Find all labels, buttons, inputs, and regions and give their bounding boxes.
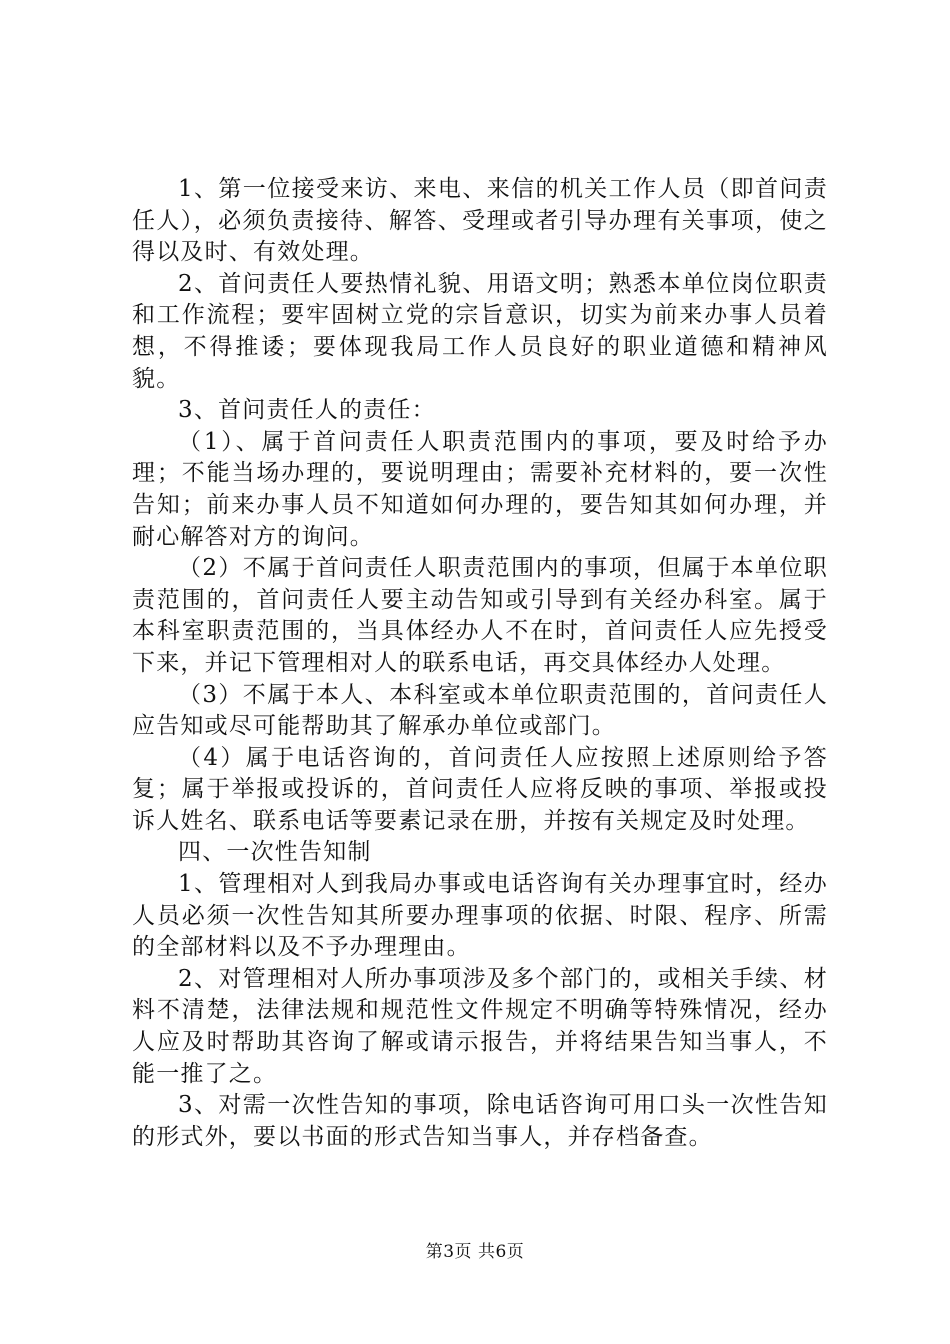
paragraph-3-item-1: （1）、属于首问责任人职责范围内的事项，要及时给予办理；不能当场办理的，要说明理由；需要补充材料的，要一次性告知；前来办事人员不知道如何办理的，要告知其如何办理，并耐心解答对方的询问。 xyxy=(132,428,828,550)
document-body xyxy=(132,174,828,1153)
section-heading: 四、一次性告知制 xyxy=(178,839,372,866)
paragraph-3-item-3: （3）不属于本人、本科室或本单位职责范围的，首问责任人应告知或尽可能帮助其了解承办单位或部门。 xyxy=(132,681,828,740)
paragraph-1: 1、第一位接受来访、来电、来信的机关工作人员（即首问责任人），必须负责接待、解答、受理或者引导办理有关事项，使之得以及时、有效处理。 xyxy=(132,176,828,266)
page-number-footer: 第3页 共6页 xyxy=(425,1242,525,1262)
paragraph-3-item-2: （2）不属于首问责任人职责范围内的事项，但属于本单位职责范围的，首问责任人要主动告知或引导到有关经办科室。属于本科室职责范围的，当具体经办人不在时，首问责任人应先授受下来，并记下管理相对人的联系电话，再交具体经办人处理。 xyxy=(132,555,828,676)
paragraph-3-item-4: （4）属于电话咨询的，首问责任人应按照上述原则给予答复；属于举报或投诉的，首问责任人应将反映的事项、举报或投诉人姓名、联系电话等要素记录在册，并按有关规定及时处理。 xyxy=(132,744,828,834)
section-4-paragraph-2: 2、对管理相对人所办事项涉及多个部门的，或相关手续、材料不清楚，法律法规和规范性文件规定不明确等特殊情况，经办人应及时帮助其咨询了解或请示报告，并将结果告知当事人，不能一推了之。 xyxy=(132,965,828,1087)
section-4-paragraph-1: 1、管理相对人到我局办事或电话咨询有关办理事宜时，经办人员必须一次性告知其所要办理事项的依据、时限、程序、所需的全部材料以及不予办理理由。 xyxy=(132,871,828,961)
section-4-paragraph-3: 3、对需一次性告知的事项，除电话咨询可用口头一次性告知的形式外，要以书面的形式告知当事人，并存档备查。 xyxy=(132,1092,828,1150)
paragraph-3: 3、首问责任人的责任： xyxy=(178,397,436,424)
paragraph-2: 2、首问责任人要热情礼貌、用语文明；熟悉本单位岗位职责和工作流程；要牢固树立党的宗旨意识，切实为前来办事人员着想，不得推诿；要体现我局工作人员良好的职业道德和精神风貌。 xyxy=(132,270,828,392)
